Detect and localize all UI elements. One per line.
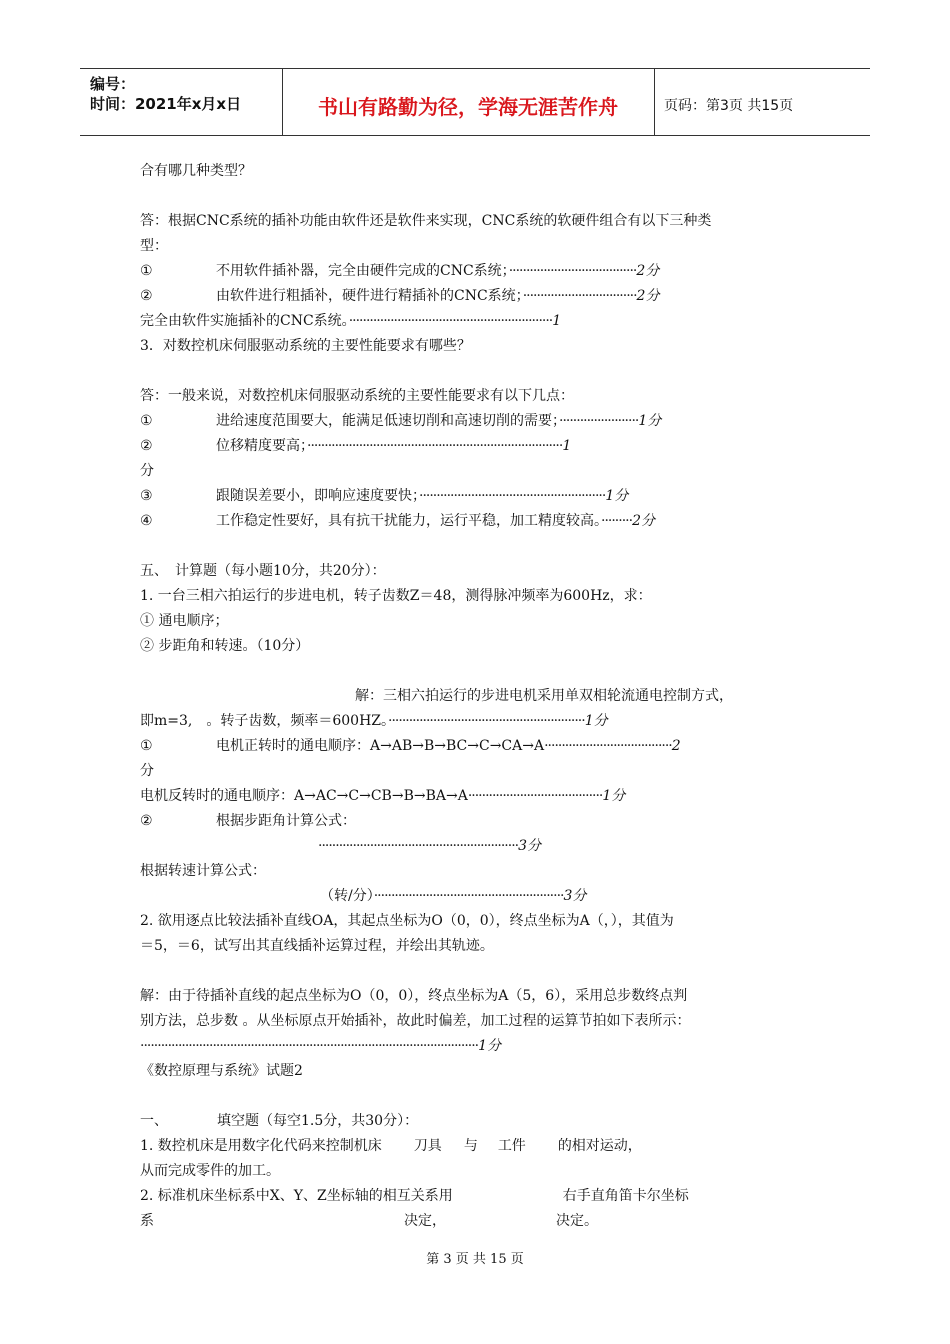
page-footer: 第 3 页 共 15 页: [426, 1252, 524, 1267]
text-line: [318, 836, 541, 856]
text-line: [140, 1186, 689, 1206]
item-number: ②: [140, 288, 153, 304]
leader-dots: ·········: [601, 513, 633, 529]
text-line: 答：根据CNC系统的插补功能由软件还是软件来实现，CNC系统的软硬件组合有以下三种类: [140, 213, 712, 229]
line-text: 电机反转时的通电顺序：A→AC→C→CB→B→BA→A: [140, 788, 468, 804]
text-line: [140, 286, 659, 306]
score-mark: 2分: [636, 288, 660, 304]
line-text: 完全由软件实施插补的CNC系统。: [140, 313, 349, 329]
score-mark: 2分: [632, 513, 655, 529]
leader-dots: ·························································: [388, 713, 585, 729]
text-line: 解：由于待插补直线的起点坐标为O（0，0），终点坐标为A（5，6），采用总步数终点判: [140, 988, 688, 1004]
score-mark: 1分: [584, 713, 608, 729]
line-text: 根据步距角计算公式：: [216, 813, 356, 829]
header-meta: [80, 69, 283, 135]
text-line: 分: [140, 463, 154, 479]
item-number: ②: [140, 438, 153, 454]
text-line: [140, 261, 659, 281]
leader-dots: ·····································: [544, 738, 672, 754]
leader-dots: ·····································: [508, 263, 637, 279]
score-mark: 1分: [602, 788, 626, 804]
text-line: [140, 736, 681, 756]
text-line: [140, 411, 661, 431]
leader-dots: ···························································: [348, 313, 553, 329]
text-line: [140, 1211, 598, 1231]
text-line: 别方法，总步数 。从坐标原点开始插补，故此时偏差，加工过程的运算节拍如下表所示：: [140, 1013, 691, 1029]
score-mark: 3分: [563, 888, 587, 904]
leader-dots: ·······················································: [373, 888, 564, 904]
leader-dots: ······················································: [419, 488, 606, 504]
line-text: 不用软件插补器，完全由硬件完成的CNC系统；: [216, 263, 509, 279]
text-line: [140, 486, 628, 506]
text-line: 从而完成零件的加工。: [140, 1163, 280, 1179]
text-line: 一、 填空题（每空1.5分，共30分）：: [140, 1113, 419, 1129]
line-text: 即m=3, 。转子齿数，频率＝600HZ。: [140, 713, 389, 729]
text-line: [140, 811, 356, 831]
leader-dots: ··························································: [318, 838, 519, 854]
score-mark: 1分: [478, 1038, 502, 1054]
page-header: [80, 68, 870, 136]
score-mark: 3分: [518, 838, 542, 854]
text-line: [140, 711, 608, 731]
text-line: 答：一般来说，对数控机床伺服驱动系统的主要性能要求有以下几点：: [140, 388, 574, 404]
text-line: 《数控原理与系统》试题2: [140, 1063, 303, 1079]
date-label: 时间：2021年x月x日: [90, 95, 242, 113]
slogan: 书山有路勤为径，学海无涯苦作舟: [318, 95, 618, 119]
text-line: [320, 886, 586, 906]
text-line: ① 通电顺序；: [140, 613, 229, 629]
item-number: ①: [140, 738, 153, 754]
text-line: ② 步距角和转速。（10分）: [140, 638, 310, 654]
line-segment: 刀具: [413, 1138, 442, 1154]
text-line: 2. 欲用逐点比较法插补直线OA，其起点坐标为O（0，0），终点坐标为A（，），其值为: [140, 913, 674, 929]
score-mark: 2: [671, 738, 681, 754]
text-line: 1. 一台三相六拍运行的步进电机，转子齿数Z＝48，测得脉冲频率为600Hz，求：: [140, 588, 652, 604]
score-mark: 1分: [605, 488, 629, 504]
item-number: ③: [140, 488, 153, 504]
text-line: ＝5，＝6，试写出其直线插补运算过程，并绘出其轨迹。: [140, 938, 494, 954]
line-text: 工作稳定性要好，具有抗干扰能力，运行平稳，加工精度较高。: [216, 513, 601, 529]
line-text: 位移精度要高；: [216, 438, 307, 454]
text-line: [140, 436, 571, 456]
leader-dots: ··································································································: [140, 1038, 479, 1054]
line-segment: 与: [463, 1138, 478, 1154]
item-number: ④: [140, 513, 153, 529]
text-line: [140, 1136, 642, 1156]
leader-dots: ·······················: [559, 413, 639, 429]
text-line: 根据转速计算公式：: [140, 863, 266, 879]
text-line: [140, 511, 655, 531]
line-segment: 决定。: [556, 1213, 598, 1229]
item-number: ②: [140, 813, 153, 829]
item-number: ①: [140, 413, 153, 429]
line-text: 跟随误差要小，即响应速度要快；: [216, 488, 419, 504]
line-segment: 工件: [497, 1138, 526, 1154]
text-line: [140, 1036, 501, 1056]
item-number: ①: [140, 263, 153, 279]
score-mark: 1分: [638, 413, 662, 429]
text-line: 型：: [140, 238, 168, 254]
text-line: [140, 786, 625, 806]
text-line: 合有哪几种类型？: [140, 163, 252, 179]
text-line: 解：三相六拍运行的步进电机采用单双相轮流通电控制方式，: [355, 688, 733, 704]
line-segment: 决定，: [404, 1213, 446, 1229]
header-page-cell: [654, 69, 870, 135]
leader-dots: ·································: [522, 288, 637, 304]
text-line: [140, 311, 561, 331]
page-label: 页码：第3页 共15页: [664, 98, 794, 114]
score-mark: 1: [552, 313, 562, 329]
score-mark: 2分: [636, 263, 660, 279]
leader-dots: ·······································: [467, 788, 603, 804]
line-segment: 右手直角笛卡尔坐标: [562, 1188, 689, 1204]
leader-dots: ··········································································: [307, 438, 563, 454]
text-line: 分: [140, 763, 154, 779]
header-slogan-cell: [282, 69, 655, 135]
text-line: 3．对数控机床伺服驱动系统的主要性能要求有哪些？: [140, 338, 471, 354]
line-text: 进给速度范围要大，能满足低速切削和高速切削的需要；: [216, 413, 559, 429]
line-text: 电机正转时的通电顺序：A→AB→B→BC→C→CA→A: [216, 738, 545, 754]
text-line: 五、 计算题（每小题10分，共20分）：: [140, 563, 386, 579]
line-segment: 1. 数控机床是用数字化代码来控制机床: [140, 1138, 382, 1154]
line-segment: 2. 标准机床坐标系中X、Y、Z坐标轴的相互关系用: [140, 1188, 453, 1204]
number-label: 编号：: [90, 75, 136, 93]
line-text: （转/分）: [320, 888, 374, 904]
score-mark: 1: [562, 438, 572, 454]
line-segment: 系: [140, 1213, 154, 1229]
line-segment: 的相对运动，: [557, 1138, 642, 1154]
line-text: 由软件进行粗插补，硬件进行精插补的CNC系统；: [216, 288, 523, 304]
